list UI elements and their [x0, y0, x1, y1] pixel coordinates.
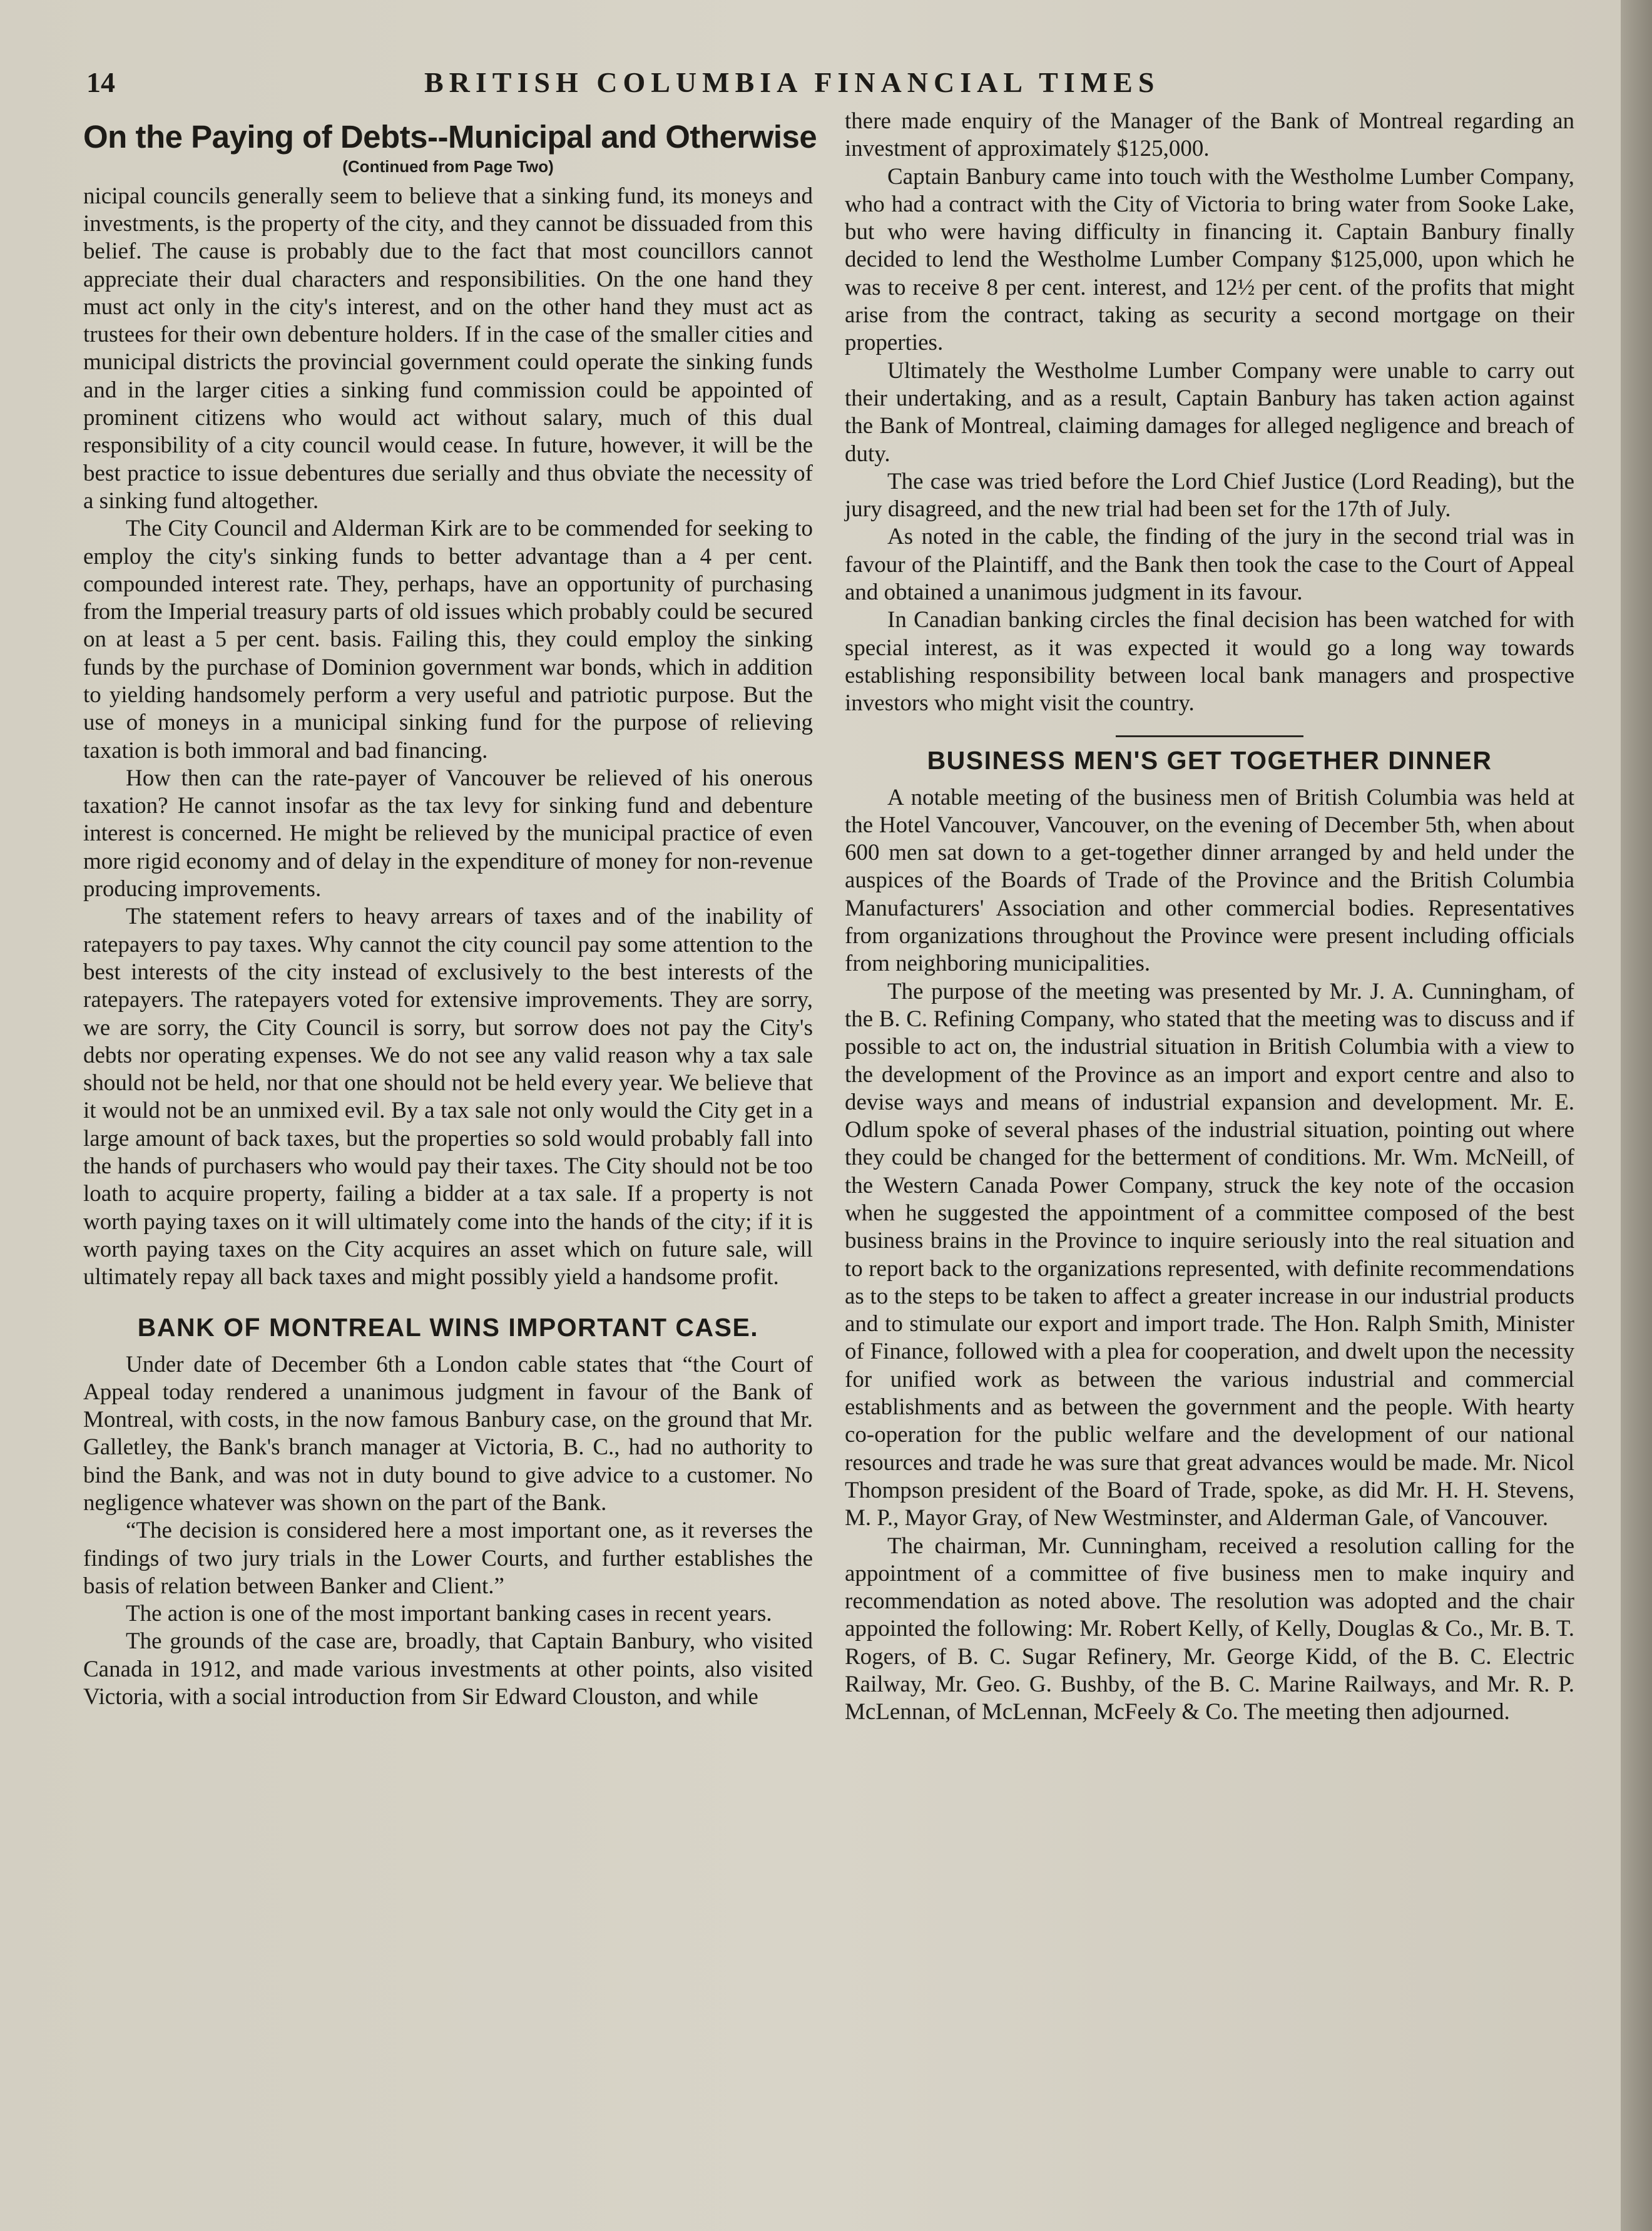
continued-note: (Continued from Page Two): [342, 156, 554, 176]
paragraph: Ultimately the Westholme Lumber Company were unable to carry out their undertaking, and as a result, Captain Banbury has taken action against the Bank of Montreal, claiming damages for alleged negligence and breach of duty.: [845, 357, 1574, 467]
paragraph: How then can the rate-payer of Vancouver be relieved of his onerous taxation? He cannot insofar as the tax levy for sinking fund and debenture interest is concerned. He might be relieved by the municipal practice of even more rigid economy and of delay in the expenditure of money for non-revenue producing improvements.: [83, 765, 813, 902]
page-edge: [1621, 0, 1652, 2231]
paragraph: The purpose of the meeting was presented by Mr. J. A. Cunningham, of the B. C. Refining Company, who stated that the meeting was to discuss and if possible to act on, the industrial situation in British Columbia with a view to the development of the Province as an import and export centre and also to devise ways and means of industrial expansion and development. Mr. E. Odlum spoke of several phases of the industrial situation, pointing out where they could be changed for the betterment of conditions. Mr. Wm. McNeill, of the Western Canada Power Company, struck the key note of the occasion when he suggested the appointment of a committee composed of the best business brains in the Province to inquire seriously into the real situation and to report back to the organizations represented, with definite recommendations as to the steps to be taken to affect a greater increase in our industrial products and to stimulate our export and import trade. The Hon. Ralph Smith, Minister of Finance, followed with a plea for cooperation, and dwelt upon the necessity for unified work as between the various industrial and commercial establishments and as between the government and the people. With hearty co-operation for the public welfare and the development of our national resources and trade he was sure that great advances would be made. Mr. Nicol Thompson president of the Board of Trade, spoke, as did Mr. H. H. Stevens, M. P., Mayor Gray, of New Westminster, and Alderman Gale, of Vancouver.: [845, 978, 1574, 1531]
paragraph: there made enquiry of the Manager of the Bank of Montreal regarding an investment of approximately $125,000.: [845, 108, 1574, 162]
section-divider: [1116, 735, 1303, 737]
page-number: 14: [86, 66, 115, 98]
paragraph: The chairman, Mr. Cunningham, received a resolution calling for the appointment of a committee of five business men to make inquiry and recommendation as noted above. The resolution was adopted and the chair appointed the following: Mr. Robert Kelly, of Kelly, Douglas & Co., Mr. B. T. Rogers, of B. C. Sugar Refinery, Mr. George Kidd, of the B. C. Electric Railway, Mr. Geo. G. Bushby, of the B. C. Marine Railways, and Mr. R. P. McLennan, of McLennan, McFeely & Co. The meeting then adjourned.: [845, 1533, 1574, 1725]
left-column: [83, 119, 817, 1711]
section-heading: BUSINESS MEN'S GET TOGETHER DINNER: [927, 745, 1492, 775]
paragraph: As noted in the cable, the finding of the jury in the second trial was in favour of the Plaintiff, and the Bank then took the case to the Court of Appeal and obtained a unanimous judgment in its favour.: [845, 524, 1574, 606]
paragraph: Captain Banbury came into touch with the Westholme Lumber Company, who had a contract with the City of Victoria to bring water from Sooke Lake, but who were having difficulty in financing it. Captain Banbury finally decided to lend the Westholme Lumber Company $125,000, upon which he was to receive 8 per cent. interest, and 12½ per cent. of the profits that might arise from the contract, taking as security a second mortgage on their properties.: [845, 163, 1574, 356]
paragraph: “The decision is considered here a most important one, as it reverses the findings of two jury trials in the Lower Courts, and further establishes the basis of relation between Banker and Client.”: [83, 1518, 813, 1599]
paragraph: The statement refers to heavy arrears of taxes and of the inability of ratepayers to pay taxes. Why cannot the city council pay some attention to the best interests of the city instead of exclusively to the best interests of the ratepayers. The ratepayers voted for extensive improvements. They are sorry, we are sorry, the City Council is sorry, but sorrow does not pay the City's debts nor operating expenses. We do not see any valid reason why a tax sale should not be held, nor that one should not be held every year. We believe that it would not be an unmixed evil. By a tax sale not only would the City get in a large amount of back taxes, but the properties so sold would probably fall into the hands of purchasers who would pay their taxes. The City should not be too loath to acquire property, failing a bidder at a tax sale. If a property is not worth paying taxes on it will ultimately come into the hands of the city; if it is worth paying taxes on the City acquires an asset which on future sale, will ultimately repay all back taxes and might possibly yield a handsome profit.: [83, 904, 813, 1290]
paragraph: A notable meeting of the business men of British Columbia was held at the Hotel Vancouver, Vancouver, on the evening of December 5th, when about 600 men sat down to a get-together dinner arranged by and held under the auspices of the Boards of Trade of the Province and the British Columbia Manufacturers' Association and other commercial bodies. Representatives from organizations throughout the Province were present including officials from neighboring municipalities.: [845, 784, 1574, 977]
right-column: [845, 108, 1574, 1727]
paragraph: In Canadian banking circles the final decision has been watched for with special interest, as it was expected it would go a long way towards establishing responsibility between local bank managers and prospective investors who might visit the country.: [845, 607, 1574, 717]
paragraph: The grounds of the case are, broadly, that Captain Banbury, who visited Canada in 1912, and made various investments at other points, also visited Victoria, with a social introduction from Sir Edward Clouston, and while: [83, 1628, 813, 1710]
section-heading: BANK OF MONTREAL WINS IMPORTANT CASE.: [137, 1312, 759, 1342]
paragraph: nicipal councils generally seem to believe that a sinking fund, its moneys and investments, is the property of the city, and they cannot be dissuaded from this belief. The cause is probably due to the fact that most councillors cannot appreciate their dual characters and responsibilities. On the one hand they must act only in the city's interest, and on the other hand they must act as trustees for their own debenture holders. If in the case of the smaller cities and municipal districts the provincial government could operate the sinking funds and in the larger cities a sinking fund commission could be appointed of prominent citizens who would act without salary, much of this dual responsibility of a city council would cease. In future, however, it will be the best practice to issue debentures due serially and thus obviate the necessity of a sinking fund altogether.: [83, 183, 813, 514]
paragraph: The case was tried before the Lord Chief Justice (Lord Reading), but the jury disagreed, and the new trial had been set for the 17th of July.: [845, 468, 1574, 523]
page-header: [86, 66, 1576, 103]
paragraph: The action is one of the most important banking cases in recent years.: [126, 1601, 772, 1627]
publication-title: BRITISH COLUMBIA FINANCIAL TIMES: [424, 66, 1160, 98]
paragraph: The City Council and Alderman Kirk are to be commended for seeking to employ the city's sinking funds to better advantage than a 4 per cent. compounded interest rate. They, perhaps, have an opportunity of purchasing from the Imperial treasury parts of old issues which probably could be secured on at least a 5 per cent. basis. Failing this, they could employ the sinking funds by the purchase of Dominion government war bonds, which in addition to yielding handsomely perform a very useful and patriotic purpose. But the use of moneys in a municipal sinking fund for the purpose of relieving taxation is both immoral and bad financing.: [83, 516, 813, 763]
article-title: On the Paying of Debts--Municipal and Otherwise: [83, 119, 817, 155]
paragraph: Under date of December 6th a London cable states that “the Court of Appeal today rendered a unanimous judgment in favour of the Bank of Montreal, with costs, in the now famous Banbury case, on the ground that Mr. Galletley, the Bank's branch manager at Victoria, B. C., had no authority to bind the Bank, and was not in duty bound to give advice to a customer. No negligence whatever was shown on the part of the Bank.: [83, 1351, 813, 1516]
